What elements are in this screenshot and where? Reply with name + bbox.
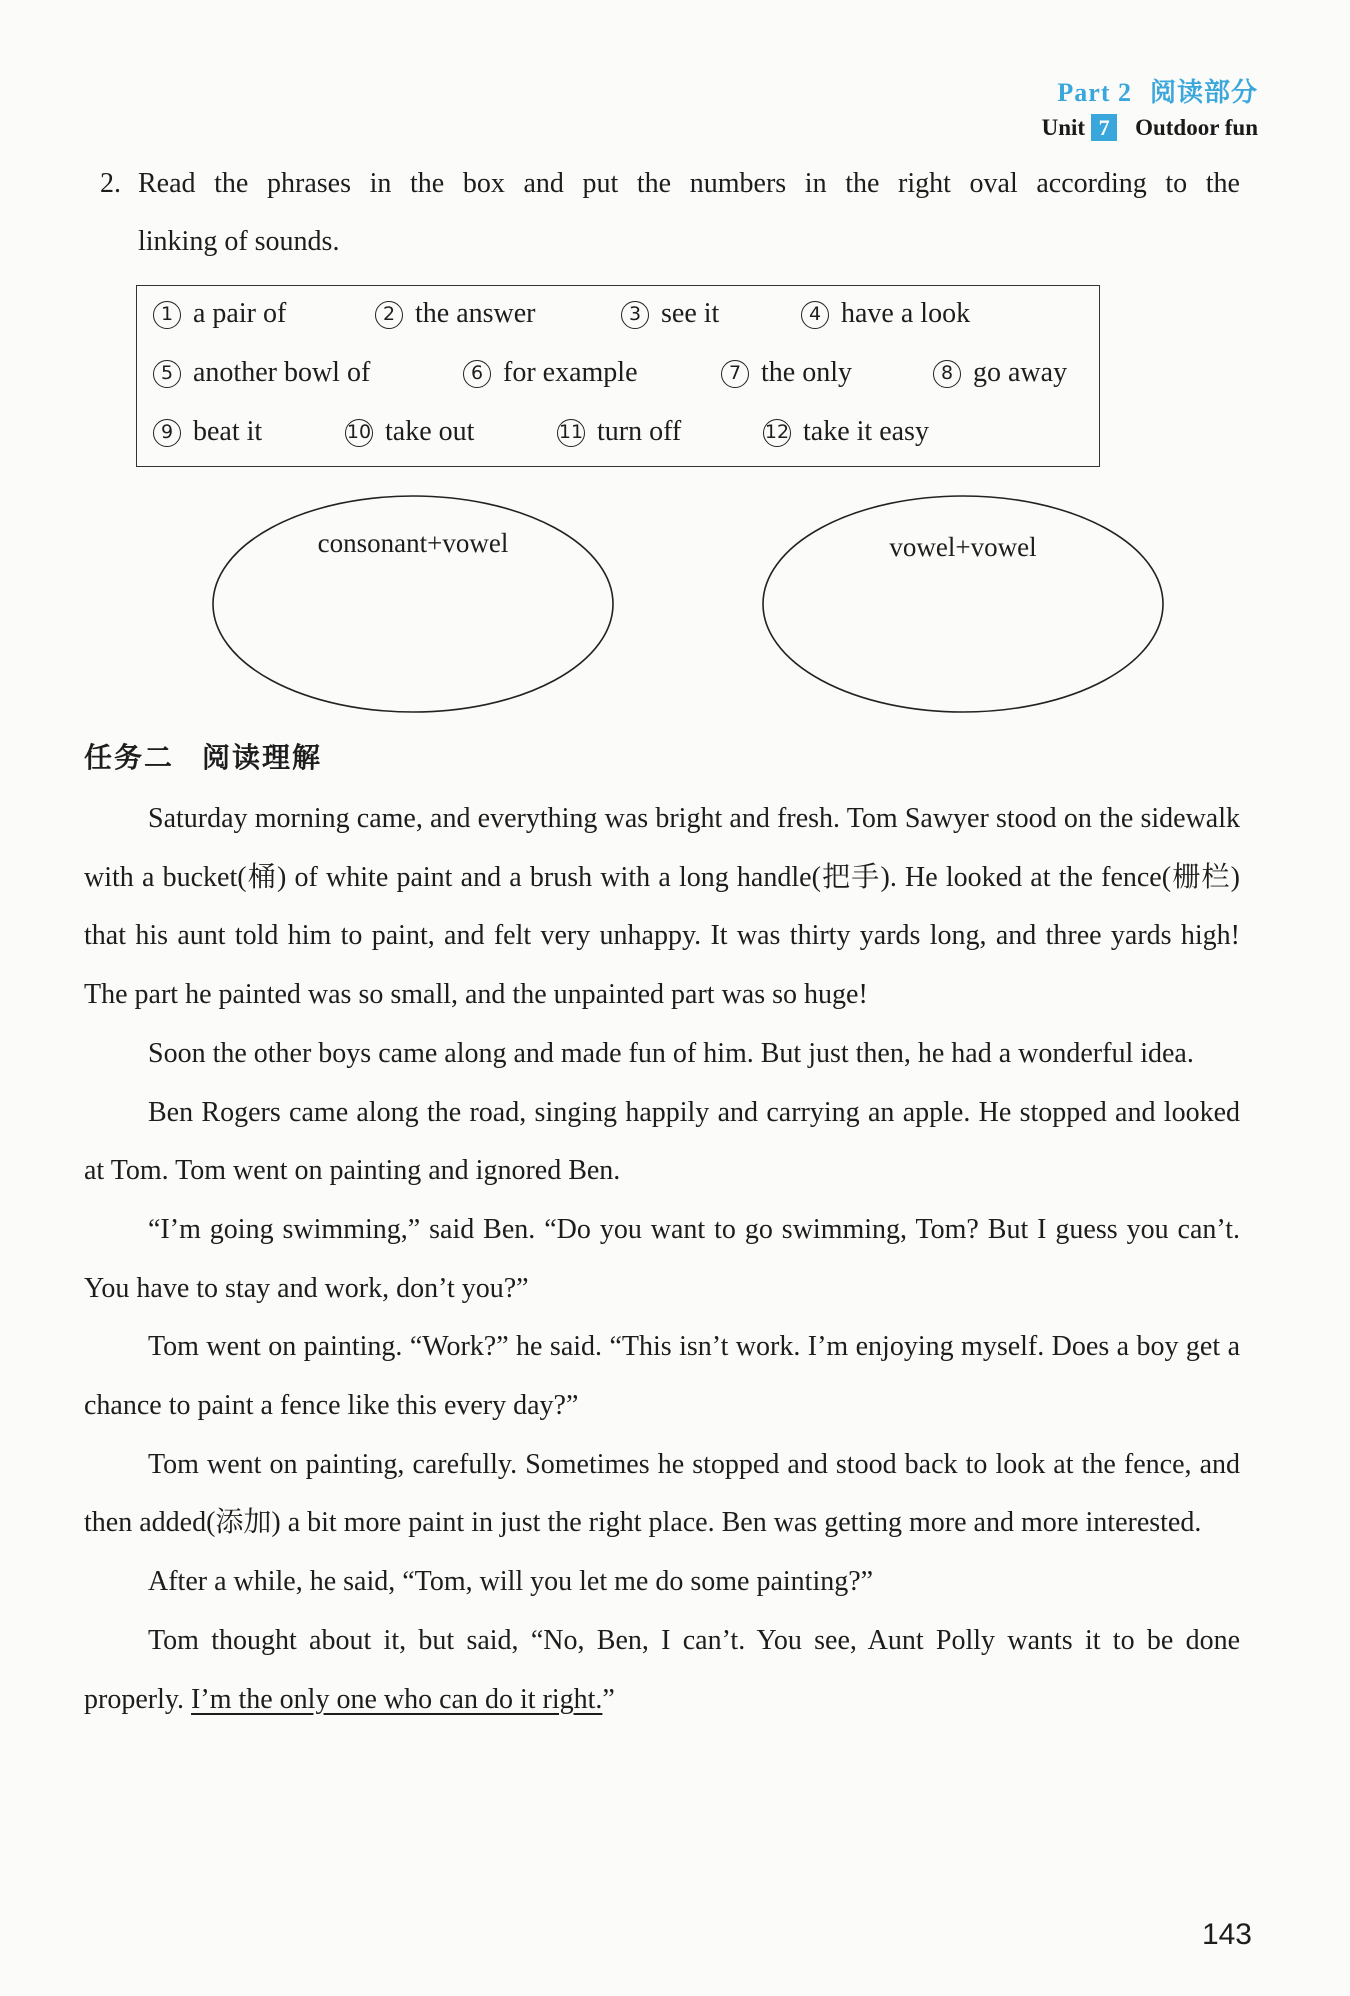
passage-paragraph-last: Tom thought about it, but said, “No, Ben, I can’t. You see, Aunt Polly wants it to be done properly. I’m the only one who can do it right.” (84, 1624, 1240, 1715)
phrase-item: 9 beat it (153, 416, 262, 448)
phrase-item: 10 take out (346, 416, 475, 447)
phrase-box (136, 285, 1100, 467)
phrase-item: 7 the only (721, 357, 852, 389)
vowel-vowel-oval[interactable] (763, 496, 1163, 712)
oval-label-left: consonant+vowel (317, 528, 509, 558)
section-task: 任务二 (84, 741, 175, 774)
question-number: 2. (100, 168, 121, 199)
unit-label: Unit (1041, 114, 1086, 140)
question-instruction-line2: linking of sounds. (138, 226, 340, 257)
circled-number: 10 (345, 419, 373, 447)
phrase-item: 12 take it easy (764, 416, 929, 447)
circled-number: 2 (375, 301, 403, 329)
circled-number: 6 (463, 360, 491, 388)
passage-paragraph: “I’m going swimming,” said Ben. “Do you want to go swimming, Tom? But I guess you can’t. You have to stay and work, don’t you?” (84, 1213, 1240, 1304)
oval-label-right: vowel+vowel (889, 532, 1037, 562)
phrase-item: 4 have a look (801, 298, 970, 330)
phrase-item: 8 go away (933, 357, 1067, 389)
underlined-sentence: I’m the only one who can do it right. (191, 1683, 603, 1715)
passage-paragraph: Saturday morning came, and everything was bright and fresh. Tom Sawyer stood on the sidewalk with a bucket(桶) of white paint and a brush with a long handle(把手). He looked at the fence(栅栏) that his aunt told him to paint, and felt very unhappy. It was thirty yards long, and three yards high! The part he painted was so small, and the unpainted part was so huge! (84, 803, 1240, 1011)
part-label: Part 2 (1057, 78, 1132, 107)
circled-number: 1 (153, 301, 181, 329)
passage-paragraph: Tom went on painting. “Work?” he said. “This isn’t work. I’m enjoying myself. Does a boy get a chance to paint a fence like this every day?” (84, 1331, 1240, 1422)
passage-paragraph: Ben Rogers came along the road, singing happily and carrying an apple. He stopped and looked at Tom. Tom went on painting and ignored Ben. (84, 1096, 1240, 1187)
passage-paragraph: After a while, he said, “Tom, will you let me do some painting?” (148, 1566, 874, 1598)
part-header (1057, 72, 1258, 109)
phrase-item: 3 see it (621, 298, 719, 330)
page-number: 143 (1201, 1918, 1252, 1951)
phrase-item: 1 a pair of (153, 298, 286, 330)
phrase-item: 2 the answer (375, 298, 536, 330)
question-instruction-line1 (100, 164, 1240, 204)
circled-number: 11 (557, 419, 585, 447)
circled-number: 5 (153, 360, 181, 388)
part-title: 阅读部分 (1149, 78, 1258, 108)
question-text-line1: Read the phrases in the box and put the numbers in the right oval according to the (138, 168, 1240, 199)
circled-number: 3 (621, 301, 649, 329)
answer-ovals (0, 490, 1350, 720)
unit-header (1042, 114, 1258, 141)
passage-paragraph: Tom went on painting, carefully. Sometimes he stopped and stood back to look at the fence, and then added(添加) a bit more paint in just the right place. Ben was getting more and more interested. (84, 1448, 1240, 1539)
passage-paragraph: Soon the other boys came along and made fun of him. But just then, he had a wonderful idea. (148, 1037, 1194, 1069)
phrase-item: 6 for example (463, 357, 638, 389)
phrase-item: 5 another bowl of (153, 357, 370, 389)
circled-number: 8 (933, 360, 961, 388)
unit-title: Outdoor fun (1135, 114, 1258, 140)
unit-number-badge: 7 (1091, 114, 1117, 141)
phrase-item: 11 turn off (558, 416, 682, 447)
reading-passage (84, 790, 1240, 1729)
ovals-graphic (0, 490, 1350, 720)
circled-number: 12 (763, 419, 791, 447)
circled-number: 9 (153, 419, 181, 447)
circled-number: 7 (721, 360, 749, 388)
section-heading: 阅读理解 (202, 741, 323, 774)
section-title (84, 736, 322, 776)
circled-number: 4 (801, 301, 829, 329)
